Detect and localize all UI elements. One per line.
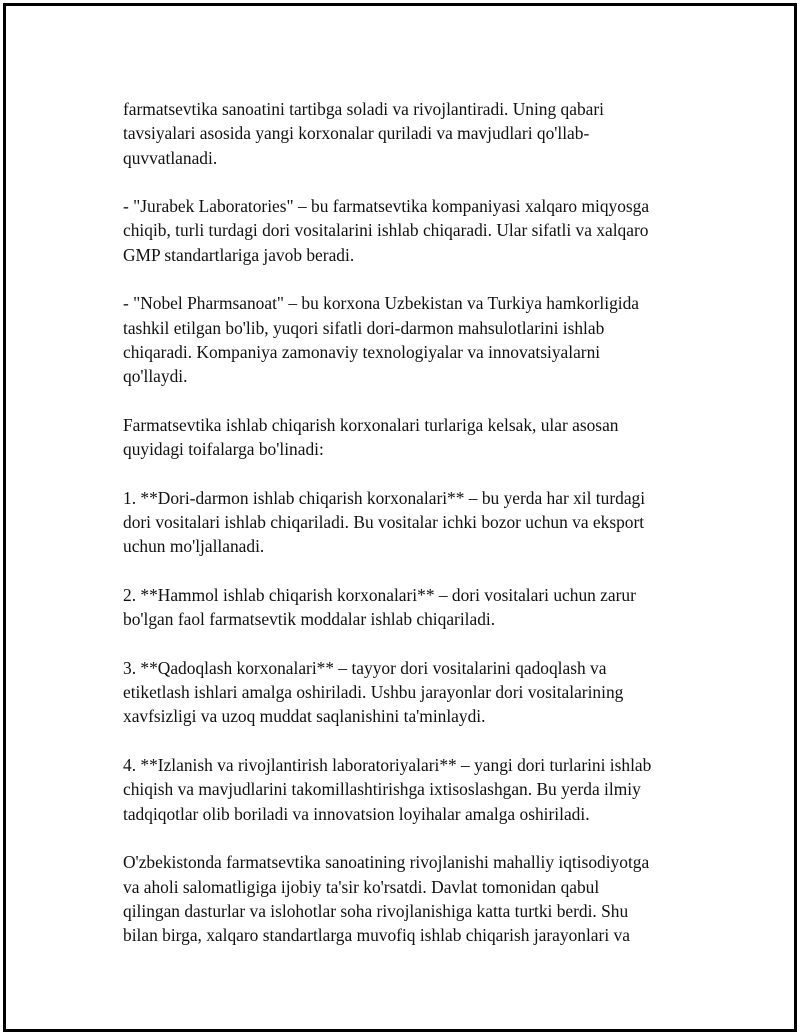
- text-line: va aholi salomatligiga ijobiy ta'sir ko'rsatdi. Davlat tomonidan qabul: [123, 876, 600, 897]
- text-line: etiketlash ishlari amalga oshiriladi. Ushbu jarayonlar dori vositalarining: [123, 682, 624, 703]
- text-line: - "Jurabek Laboratories" – bu farmatsevtika kompaniyasi xalqaro miqyosga: [123, 196, 650, 217]
- list-item-drug-manufacturing: [123, 486, 693, 559]
- text-line: - "Nobel Pharmsanoat" – bu korxona Uzbekistan va Turkiya hamkorligida: [123, 293, 640, 314]
- text-line: tavsiyalari asosida yangi korxonalar quriladi va mavjudlari qo'llab-: [123, 123, 590, 144]
- page-frame: [3, 3, 797, 1032]
- text-line: chiqish va mavjudlarini takomillashtirishga ixtisoslashgan. Bu yerda ilmiy: [123, 779, 641, 800]
- text-line: 4. **Izlanish va rivojlantirish laboratoriyalari** – yangi dori turlarini ishlab: [123, 755, 652, 776]
- text-line: chiqib, turli turdagi dori vositalarini ishlab chiqaradi. Ular sifatli va xalqaro: [123, 220, 649, 241]
- text-line: 1. **Dori-darmon ishlab chiqarish korxonalari** – bu yerda har xil turdagi: [123, 487, 646, 508]
- text-line: quyidagi toifalarga bo'linadi:: [123, 439, 324, 460]
- paragraph-nobel-pharmsanoat: [123, 291, 693, 388]
- text-line: O'zbekistonda farmatsevtika sanoatining rivojlanishi mahalliy iqtisodiyotga: [123, 852, 650, 873]
- text-line: tashkil etilgan bo'lib, yuqori sifatli dori-darmon mahsulotlarini ishlab: [123, 317, 605, 338]
- text-line: qo'llaydi.: [123, 366, 188, 387]
- text-line: GMP standartlariga javob beradi.: [123, 244, 355, 265]
- text-line: chiqaradi. Kompaniya zamonaviy texnologiyalar va innovatsiyalarni: [123, 341, 601, 362]
- list-item-raw-material-manufacturing: [123, 583, 693, 632]
- text-line: tadqiqotlar olib boriladi va innovatsion loyihalar amalga oshiriladi.: [123, 803, 590, 824]
- text-line: 3. **Qadoqlash korxonalari** – tayyor dori vositalarini qadoqlash va: [123, 657, 607, 678]
- paragraph-industry-regulation: [123, 97, 693, 170]
- text-line: dori vositalari ishlab chiqariladi. Bu vositalar ichki bozor uchun va eksport: [123, 512, 645, 533]
- paragraph-jurabek-laboratories: [123, 194, 693, 267]
- text-line: qilingan dasturlar va islohotlar soha rivojlanishiga katta turtki berdi. Shu: [123, 900, 629, 921]
- text-line: bilan birga, xalqaro standartlarga muvofiq ishlab chiqarish jarayonlari va: [123, 925, 630, 946]
- text-line: Farmatsevtika ishlab chiqarish korxonalari turlariga kelsak, ular asosan: [123, 414, 619, 435]
- text-line: farmatsevtika sanoatini tartibga soladi va rivojlantiradi. Uning qabari: [123, 99, 604, 119]
- text-line: bo'lgan faol farmatsevtik moddalar ishlab chiqariladi.: [123, 609, 496, 630]
- text-line: uchun mo'ljallanadi.: [123, 536, 265, 557]
- document-body: [123, 97, 693, 972]
- list-item-research-laboratories: [123, 753, 693, 826]
- paragraph-enterprise-types-intro: [123, 413, 693, 462]
- paragraph-uzbekistan-development: [123, 850, 693, 947]
- text-line: quvvatlanadi.: [123, 147, 218, 168]
- list-item-packaging: [123, 656, 693, 729]
- text-line: 2. **Hammol ishlab chiqarish korxonalari** – dori vositalari uchun zarur: [123, 584, 636, 605]
- text-line: xavfsizligi va uzoq muddat saqlanishini ta'minlaydi.: [123, 706, 486, 727]
